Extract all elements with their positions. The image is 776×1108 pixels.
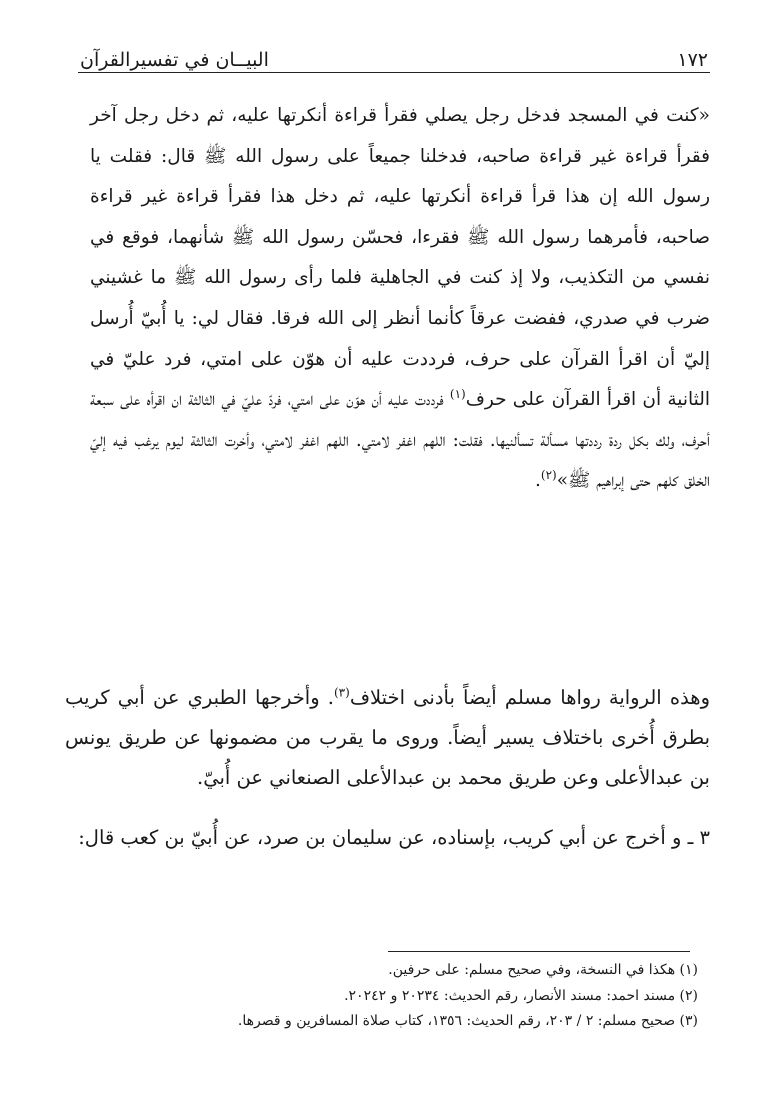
footnote-divider xyxy=(388,951,690,952)
body-paragraph-1 xyxy=(65,678,710,798)
footnote-1: (١) هكذا في النسخة، وفي صحيح مسلم: على حرفين. xyxy=(388,962,698,978)
footnote-ref-3[interactable]: (٣) xyxy=(333,685,350,700)
paragraph-1-text: وهذه الرواية رواها مسلم أيضاً بأدنى اختلاف xyxy=(349,686,711,709)
footnote-ref-2[interactable]: (٢) xyxy=(540,468,557,483)
book-title: البيــان في تفسيرالقرآن xyxy=(80,49,269,71)
footnote-2: (٢) مسند احمد: مسند الأنصار، رقم الحديث: ٢٠٢٣٤ و ٢٠٢٤٢. xyxy=(344,987,698,1004)
header-divider xyxy=(78,72,710,73)
quote-end: . xyxy=(534,470,541,492)
quote-text-continued: فرددت عليه أن هوّن على امتي، فردّ عليّ في الثالثة ان اقرأه على سبعة أحرف، ولك بكل ردة رددتها مسألة تسألنيها. فقلت: اللهم اغفر لامتي. اللهم اغفر لامتي، وأخرت الثالثة ليوم يرغب فيه إليّ الخلق كلهم حتى إبراهيم ﷺ» xyxy=(90,389,710,492)
hadith-quote xyxy=(90,96,710,502)
page-number: ١٧٢ xyxy=(677,49,708,71)
paragraph-2-text: ٣ ـ و أخرج عن أبي كريب، بإسناده، عن سليمان بن صرد، عن أُبيّ بن كعب قال: xyxy=(78,826,710,849)
footnotes xyxy=(98,958,698,1035)
body-paragraph-2 xyxy=(65,818,710,858)
running-header xyxy=(80,38,708,70)
quote-paragraph xyxy=(90,96,710,502)
quote-text: «كنت في المسجد فدخل رجل يصلي فقرأ قراءة أنكرتها عليه، ثم دخل رجل آخر فقرأ قراءة غير قراءة صاحبه، فدخلنا جميعاً على رسول الله ﷺ قال: فقلت يا رسول الله إن هذا قرأ قراءة أنكرتها عليه، ثم دخل هذا فقرأ قراءة غير قراءة صاحبه، فأمرهما رسول الله ﷺ فقرءا، فحسّن رسول الله ﷺ شأنهما، فوقع في نفسي من التكذيب، ولا إذ كنت في الجاهلية فلما رأى رسول الله ﷺ ما غشيني ضرب في صدري، ففضت عرقاً كأنما أنظر إلى الله فرقا. فقال لي: يا أُبيّ أُرسل إليّ أن اقرأ القرآن على حرف، فرددت عليه أن هوّن على امتي، فرد عليّ في الثانية أن اقرأ القرآن على حرف xyxy=(90,105,710,411)
footnote-3: (٣) صحيح مسلم: ٢ / ٢٠٣، رقم الحديث: ١٣٥٦، كتاب صلاة المسافرين و قصرها. xyxy=(237,1013,698,1029)
footnote-ref-1[interactable]: (١) xyxy=(449,387,466,401)
paragraph-1-text-continued: . وأخرجها الطبري عن أبي كريب بطرق أُخرى باختلاف يسير أيضاً. وروى ما يقرب من مضمونها عن طريق يونس بن عبدالأعلى وعن طريق محمد بن عبدالأعلى الصنعاني عن أُبيّ. xyxy=(65,686,710,789)
